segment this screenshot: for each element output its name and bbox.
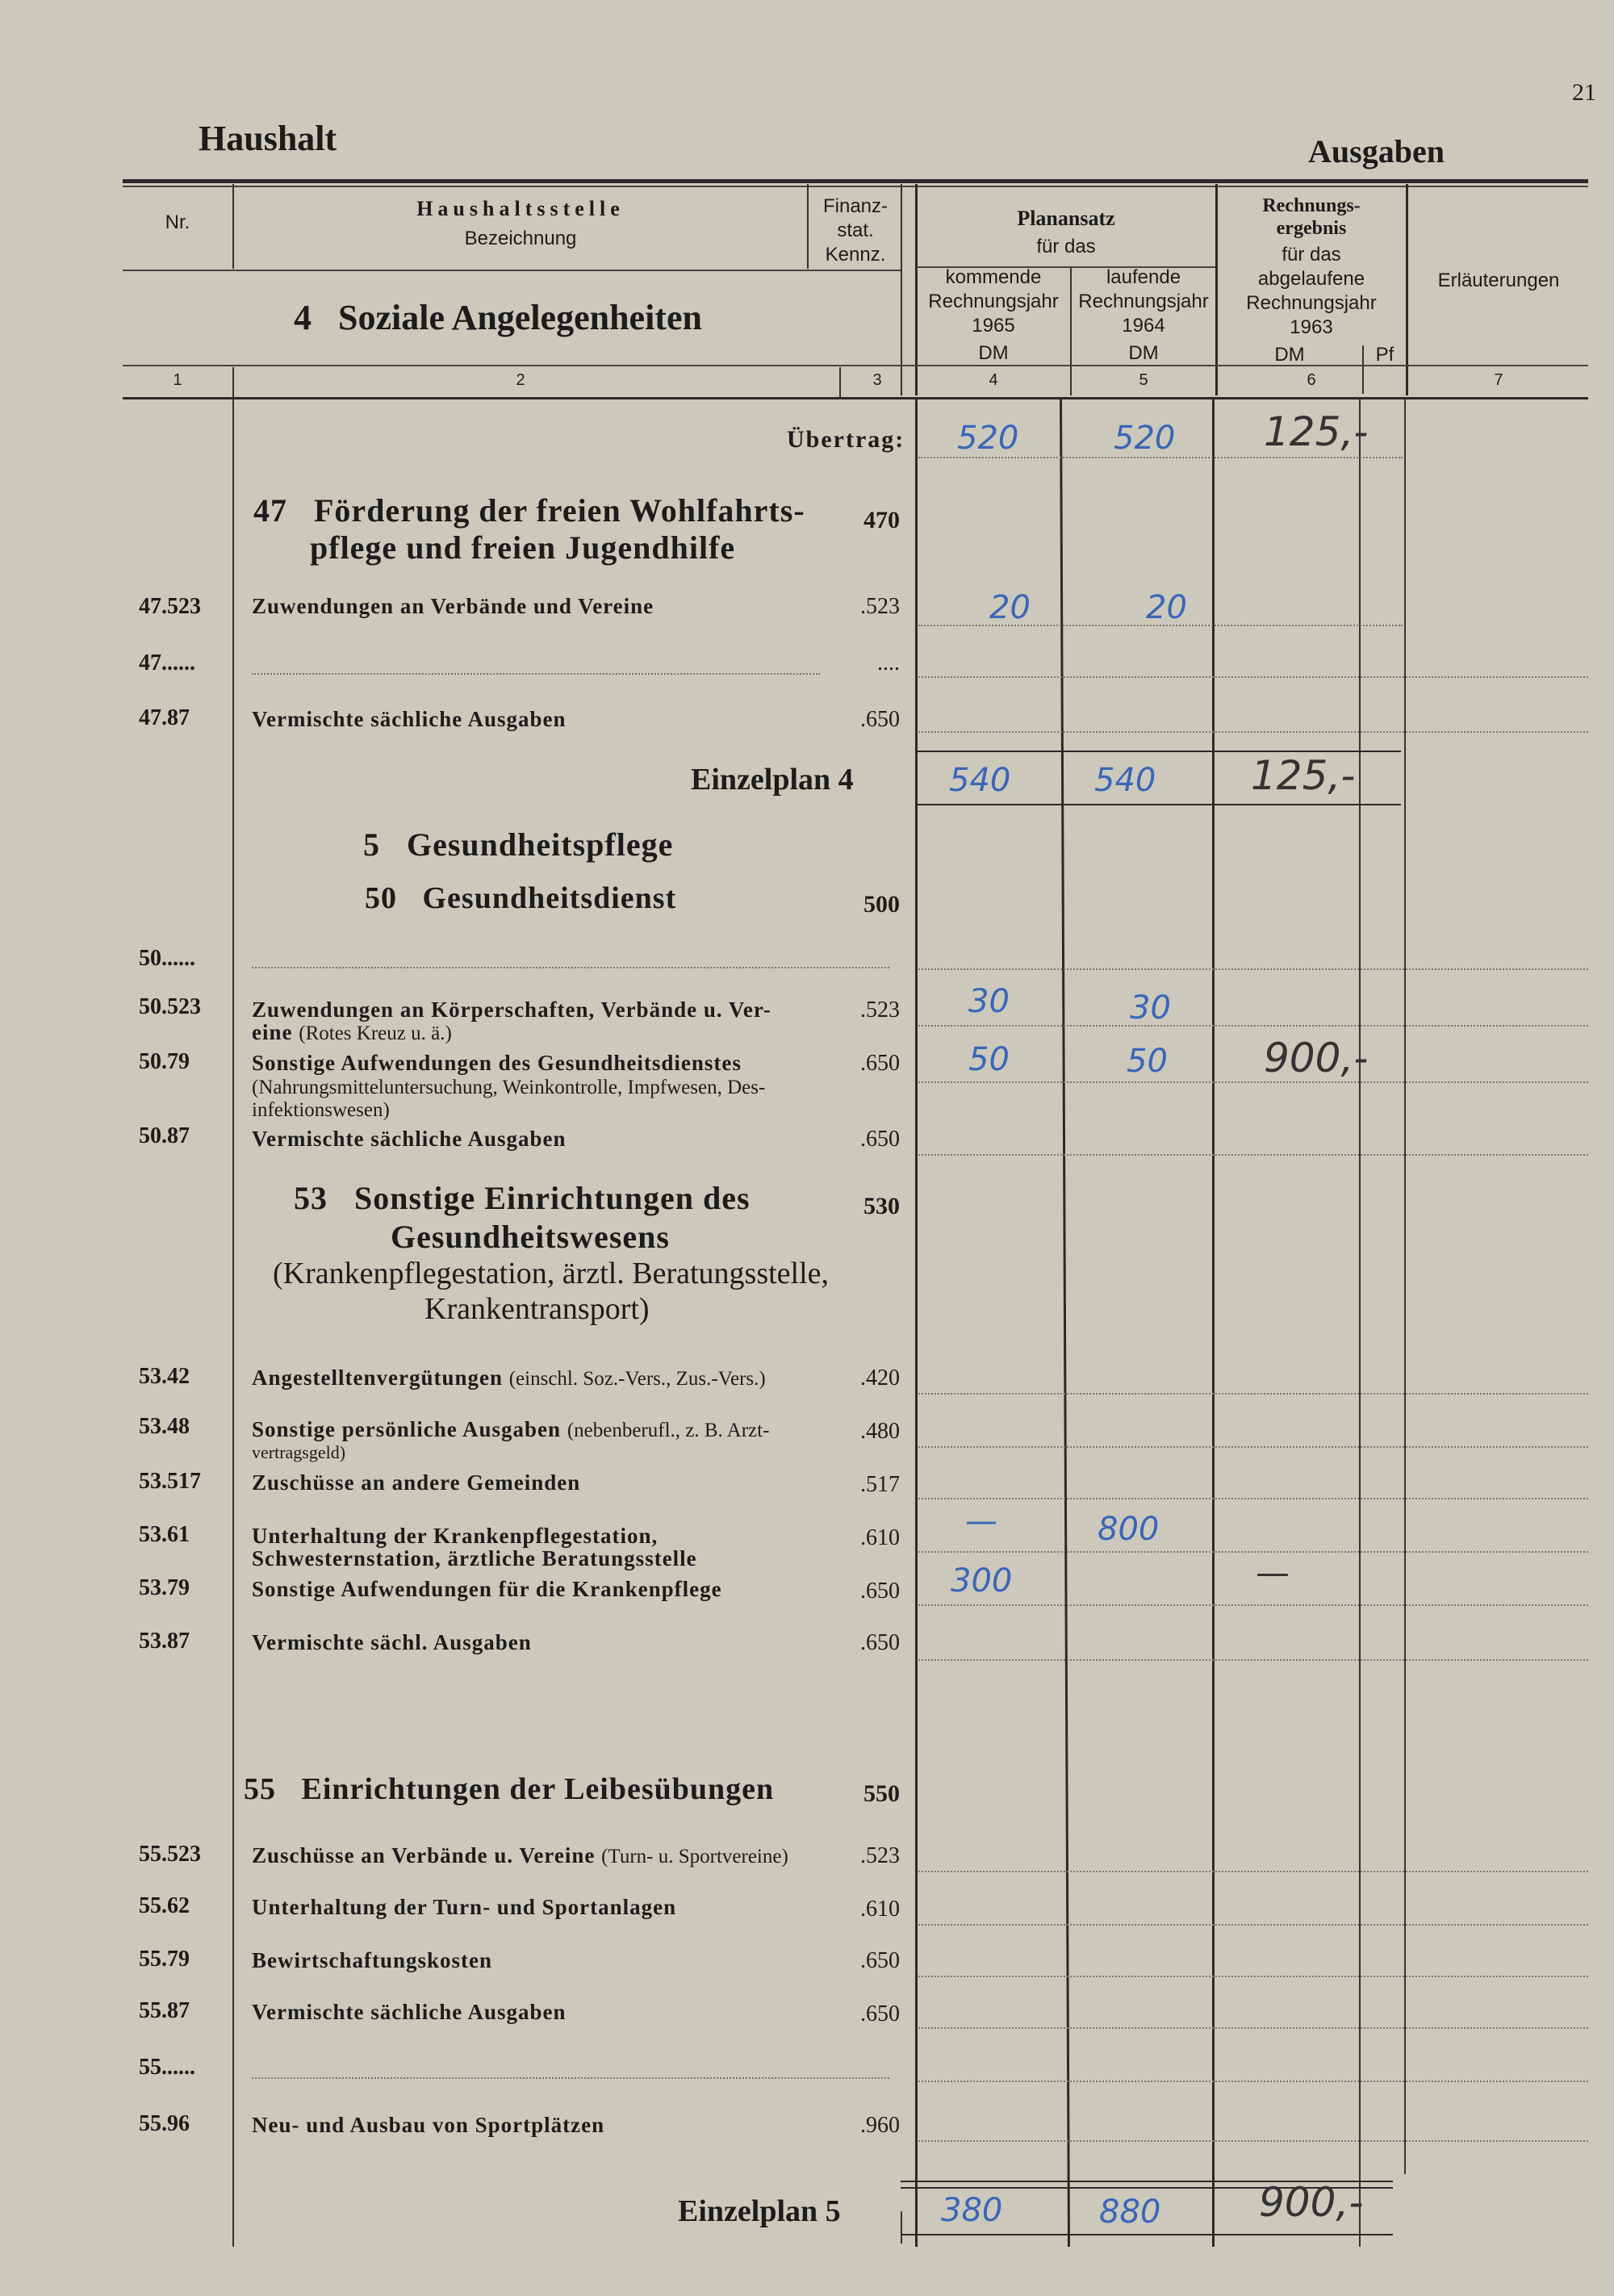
row-50-523-dots	[918, 1025, 1588, 1027]
row-47-87-nr: 47.87	[139, 705, 190, 730]
row-55-79-nr: 55.79	[139, 1947, 190, 1972]
hdr-kommende-4: DM	[978, 342, 1009, 364]
top-rule-thin	[123, 186, 1588, 187]
row-53-61-nr: 53.61	[139, 1522, 190, 1547]
hdr-rechnung-3: für das	[1282, 244, 1341, 266]
row-55-79-text: Bewirtschaftungskosten	[252, 1948, 493, 1972]
row-47-87-dots	[918, 731, 1588, 733]
body-vline-4a	[915, 399, 918, 2247]
row-55-79-dots	[918, 1976, 1588, 1977]
header-haushalt: Haushalt	[199, 119, 337, 158]
row-53-48-note: (nebenberufl., z. B. Arzt-	[567, 1420, 770, 1441]
row-53-61-dots	[918, 1551, 1588, 1553]
row-53-517-kz: .517	[860, 1472, 900, 1497]
einzelplan-4-label: Einzelplan 4	[691, 763, 854, 797]
row-53-79-text: Sonstige Aufwendungen für die Krankenpflege	[252, 1577, 722, 1601]
einzelplan-5-label: Einzelplan 5	[678, 2194, 841, 2228]
row-50-523-1965: 30	[968, 983, 1010, 1020]
body-vline-7	[1404, 399, 1406, 2174]
hdr-pf: Pf	[1375, 344, 1394, 366]
row-55-87-text: Vermischte sächliche Ausgaben	[252, 2000, 567, 2024]
hdr-laufende-3: 1964	[1122, 315, 1165, 337]
row-55-523-note: (Turn- u. Sportvereine)	[601, 1846, 788, 1867]
row-55-62-dots	[918, 1924, 1588, 1926]
main-section-title: 4 Soziale Angelegenheiten	[294, 298, 702, 337]
row-53-517-text: Zuschüsse an andere Gemeinden	[252, 1470, 581, 1495]
row-55-62-kz: .610	[860, 1897, 900, 1922]
einzelplan-4-1964: 540	[1094, 762, 1156, 799]
hdr-rechnung-6: 1963	[1290, 316, 1333, 338]
ep5-bottom-rule	[901, 2234, 1393, 2235]
row-50-79-1965: 50	[968, 1041, 1010, 1078]
row-50-87-kz: .650	[860, 1127, 900, 1152]
row-53-61-1964: 800	[1098, 1511, 1160, 1548]
hdr-finanz-1: Finanz-	[822, 195, 889, 217]
row-50-523-nr: 50.523	[139, 994, 201, 1019]
hdr-hline-a	[123, 270, 901, 271]
row-53-48-nr: 53.48	[139, 1414, 190, 1439]
row-50-87-dots	[918, 1154, 1588, 1156]
hdr-fuer-das: für das	[1036, 236, 1096, 257]
row-47-87-kz: .650	[860, 707, 900, 732]
row-50-523-note: (Rotes Kreuz u. ä.)	[299, 1023, 452, 1044]
einzelplan-5-1963: 900,-	[1259, 2179, 1364, 2226]
row-53-61-text2: Schwesternstation, ärztliche Beratungsstelle	[252, 1546, 697, 1570]
section-50-title: 50 Gesundheitsdienst	[365, 881, 677, 915]
row-53-48-kz: .480	[860, 1419, 900, 1444]
row-53-61-text: Unterhaltung der Krankenpflegestation,	[252, 1524, 659, 1548]
row-53-42-kz: .420	[860, 1365, 900, 1391]
row-55-87-kz: .650	[860, 2001, 900, 2026]
row-55-62-nr: 55.62	[139, 1893, 190, 1918]
hdr-finanz-2: stat.	[837, 220, 874, 241]
hdr-planansatz: Planansatz	[1017, 207, 1115, 230]
section-53-title-2: Gesundheitswesens	[391, 1219, 670, 1255]
section-53-sub-1: (Krankenpflegestation, ärztl. Beratungsstelle,	[273, 1257, 830, 1290]
row-53-79-1963: —	[1256, 1553, 1290, 1592]
row-50-87-text: Vermischte sächliche Ausgaben	[252, 1127, 567, 1151]
hdr-haushaltsstelle: Haushaltsstelle	[416, 197, 625, 220]
row-50-523-text: Zuwendungen an Körperschaften, Verbände u. Ver-	[252, 997, 771, 1022]
hdr-bezeichnung: Bezeichnung	[464, 228, 577, 249]
section-5-title: 5 Gesundheitspflege	[363, 826, 674, 863]
row-55-79-kz: .650	[860, 1948, 900, 1973]
row-53-42-note: (einschl. Soz.-Vers., Zus.-Vers.)	[508, 1368, 766, 1390]
row-50-87-nr: 50.87	[139, 1123, 190, 1148]
row-53-48-dots	[918, 1446, 1588, 1448]
row-50-523-kz: .523	[860, 997, 900, 1023]
colnum-vline-1	[232, 367, 234, 397]
row-50-79-text: Sonstige Aufwendungen des Gesundheitsdienstes	[252, 1051, 742, 1075]
row-53-87-dots	[918, 1659, 1588, 1661]
einzelplan-5-1964: 880	[1099, 2194, 1161, 2231]
row-55-87-dots	[918, 2027, 1588, 2029]
row-50-79-nr: 50.79	[139, 1049, 190, 1074]
row-53-48-text: Sonstige persönliche Ausgaben	[252, 1417, 562, 1441]
hdr-vline-3	[807, 184, 809, 269]
hdr-kommende-2: Rechnungsjahr	[928, 291, 1059, 312]
row-53-42-text: Angestelltenvergütungen	[252, 1365, 503, 1390]
colnum-3: 3	[872, 371, 882, 389]
row-55-x-dots	[918, 2081, 1588, 2082]
row-53-48-note2: vertragsgeld)	[252, 1442, 346, 1462]
row-50-79-1963: 900,-	[1264, 1035, 1369, 1081]
row-53-61-kz: .610	[860, 1525, 900, 1550]
row-50-79-dots	[918, 1081, 1588, 1083]
row-47-x-dots	[918, 676, 1588, 678]
uebertrag-label: Übertrag:	[787, 426, 905, 453]
row-53-517-dots	[918, 1498, 1588, 1499]
row-47-x-nr: 47......	[139, 650, 195, 675]
hdr-vline-3b	[901, 184, 902, 395]
section-47-line1: Förderung der freien Wohlfahrts-	[314, 492, 805, 529]
colnum-6: 6	[1307, 371, 1316, 389]
hdr-dm-6: DM	[1274, 344, 1305, 366]
section-50-kz: 500	[863, 891, 900, 918]
row-50-x-nr: 50......	[139, 946, 195, 971]
row-50-523-1964: 30	[1130, 989, 1171, 1027]
row-55-96-dots	[918, 2140, 1588, 2142]
hdr-finanz-3: Kennz.	[825, 244, 886, 266]
row-53-42-dots	[918, 1393, 1588, 1395]
row-47-523-kz: .523	[860, 594, 900, 619]
row-50-523-line2	[252, 1020, 452, 1046]
hdr-hline-d	[123, 397, 1588, 399]
row-47-523-1965: 20	[989, 589, 1031, 626]
hdr-laufende-4: DM	[1128, 342, 1159, 364]
section-53-sub-2: Krankentransport)	[424, 1292, 650, 1326]
row-53-79-nr: 53.79	[139, 1575, 190, 1600]
section-47-title-2: pflege und freien Jugendhilfe	[310, 529, 736, 566]
section-55-title: 55 Einrichtungen der Leibesübungen	[244, 1772, 775, 1806]
section-47-kz: 470	[863, 507, 900, 533]
uebertrag-1963: 125,-	[1264, 408, 1369, 455]
hdr-rechnung-5: Rechnungsjahr	[1246, 292, 1377, 314]
section-53-kz: 530	[863, 1193, 900, 1219]
row-53-61-1965: —	[965, 1503, 997, 1540]
row-55-96-nr: 55.96	[139, 2111, 190, 2136]
row-53-79-dots	[918, 1604, 1588, 1606]
row-50-523-text2: eine	[252, 1020, 293, 1044]
colnum-7: 7	[1494, 371, 1503, 389]
section-47-number: 47	[253, 492, 287, 529]
einzelplan-5-1965: 380	[941, 2192, 1003, 2229]
row-47-x-kz: ....	[877, 650, 900, 675]
row-55-62-text: Unterhaltung der Turn- und Sportanlagen	[252, 1895, 677, 1919]
row-50-79-note2: infektionswesen)	[252, 1099, 390, 1121]
row-55-523-kz: .523	[860, 1843, 900, 1868]
hdr-vline-1	[232, 184, 234, 269]
body-vline-4b	[901, 2211, 902, 2244]
hdr-kommende-3: 1965	[972, 315, 1015, 337]
row-50-x-dots	[918, 968, 1588, 970]
hdr-laufende-2: Rechnungsjahr	[1078, 291, 1209, 312]
hdr-rechnung-1: Rechnungs-	[1262, 195, 1361, 216]
row-50-79-note: (Nahrungsmitteluntersuchung, Weinkontrolle, Impfwesen, Des-	[252, 1077, 766, 1098]
uebertrag-1964: 520	[1114, 420, 1176, 457]
einzelplan-4-1965: 540	[949, 762, 1011, 799]
row-50-79-1964: 50	[1127, 1043, 1168, 1080]
row-55-523-dots	[918, 1871, 1588, 1872]
header-ausgaben: Ausgaben	[1308, 133, 1445, 169]
row-47-523-1964: 20	[1146, 589, 1187, 626]
hdr-laufende-1: laufende	[1106, 266, 1181, 288]
section-53-title-1: 53 Sonstige Einrichtungen des	[294, 1180, 751, 1216]
ep4-bottom-rule	[917, 804, 1401, 805]
row-55-x-nr: 55......	[139, 2055, 195, 2080]
row-47-x-textdots	[252, 673, 820, 675]
hdr-erlaeuterungen: Erläuterungen	[1437, 270, 1560, 291]
row-53-48-line	[252, 1417, 769, 1443]
hdr-kommende-1: kommende	[945, 266, 1042, 288]
row-53-42-nr: 53.42	[139, 1364, 190, 1389]
uebertrag-1965: 520	[957, 420, 1019, 457]
row-55-523-nr: 55.523	[139, 1842, 201, 1867]
row-55-x-textdots	[252, 2077, 889, 2079]
row-47-523-text: Zuwendungen an Verbände und Vereine	[252, 594, 654, 618]
hdr-rechnung-4: abgelaufene	[1257, 268, 1365, 290]
row-53-87-text: Vermischte sächl. Ausgaben	[252, 1630, 532, 1654]
section-47-title-1	[253, 492, 805, 529]
row-55-523-text: Zuschüsse an Verbände u. Vereine	[252, 1843, 596, 1867]
row-53-87-nr: 53.87	[139, 1629, 190, 1654]
row-50-79-kz: .650	[860, 1051, 900, 1076]
row-47-523-nr: 47.523	[139, 594, 201, 619]
colnum-2: 2	[516, 371, 525, 389]
top-rule	[123, 179, 1588, 183]
row-53-87-kz: .650	[860, 1630, 900, 1655]
hdr-nr: Nr.	[165, 211, 190, 233]
row-55-87-nr: 55.87	[139, 1998, 190, 2023]
colnum-1: 1	[173, 371, 182, 389]
row-55-96-text: Neu- und Ausbau von Sportplätzen	[252, 2113, 605, 2137]
colnum-5: 5	[1139, 371, 1148, 389]
hdr-vline-7	[1406, 184, 1408, 395]
row-55-523-line	[252, 1843, 788, 1869]
einzelplan-4-1963: 125,-	[1251, 752, 1356, 799]
row-53-79-kz: .650	[860, 1579, 900, 1604]
colnum-4: 4	[989, 371, 998, 389]
uebertrag-dots	[918, 457, 1403, 458]
row-53-42-line	[252, 1365, 766, 1391]
row-53-79-1965: 300	[951, 1562, 1013, 1600]
row-50-x-textdots	[252, 967, 889, 968]
row-47-87-text: Vermischte sächliche Ausgaben	[252, 707, 567, 731]
page-number: 21	[1572, 79, 1596, 106]
section-55-kz: 550	[863, 1780, 900, 1807]
body-vline-1	[232, 399, 234, 2247]
hdr-rechnung-2: ergebnis	[1276, 218, 1347, 239]
row-55-96-kz: .960	[860, 2113, 900, 2138]
row-53-517-nr: 53.517	[139, 1469, 201, 1494]
